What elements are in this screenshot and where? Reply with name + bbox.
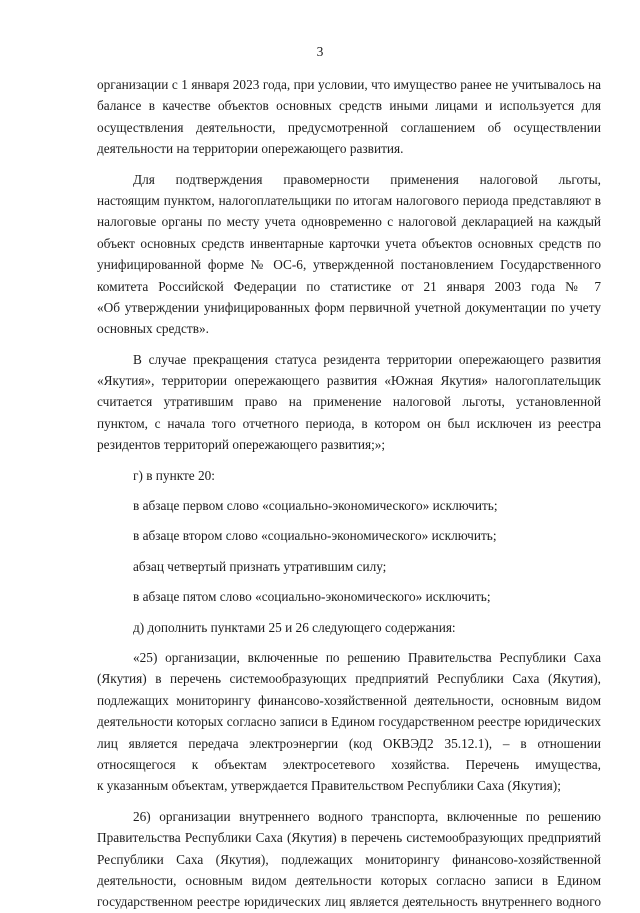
text-line: лиц является передача электроэнергии (код ОКВЭД2 35.12.1), – в отношении [97, 735, 601, 751]
text-line: «Об утверждении унифицированных форм первичной учетной документации по учету [97, 299, 601, 315]
text-line: относящегося к объектам электросетевого хозяйства. Перечень имущества, [97, 756, 601, 772]
paragraph-gap [97, 516, 601, 525]
paragraph-gap [97, 797, 601, 806]
text-line: Республики Саха (Якутия), подлежащих мониторингу финансово-хозяйственной [97, 851, 601, 867]
text-line: подлежащих мониторингу финансово-хозяйственной деятельности, основным видом [97, 692, 601, 708]
text-line: балансе в качестве объектов основных средств иными лицами и используется для [97, 98, 601, 114]
paragraph-gap [97, 456, 601, 465]
text-line: резидентов территорий опережающего развития;»; [97, 437, 386, 453]
text-line: к указанным объектам, утверждается Правительством Республики Саха (Якутия); [97, 778, 561, 794]
paragraph [97, 349, 601, 456]
text-line: г) в пункте 20: [133, 467, 216, 483]
paragraph [97, 586, 601, 607]
text-line: Для подтверждения правомерности применения налоговой льготы, [133, 171, 601, 187]
text-line: «Якутия», территории опережающего развития «Южная Якутия» налогоплательщик [97, 373, 601, 389]
paragraph-gap [97, 638, 601, 647]
text-line: объект основных средств инвентарные карточки учета объектов основных средств по [97, 235, 601, 251]
paragraph [97, 495, 601, 516]
text-line: «25) организации, включенные по решению Правительства Республики Саха [133, 649, 601, 665]
text-line: 26) организации внутреннего водного транспорта, включенные по решению [133, 808, 601, 824]
text-line: осуществления деятельности, предусмотренной соглашением об осуществлении [97, 119, 601, 135]
text-line: Правительства Республики Саха (Якутия) в перечень системообразующих предприятий [97, 830, 601, 846]
text-line: организации с 1 января 2023 года, при условии, что имущество ранее не учитывалось на [97, 77, 601, 92]
text-line: государственном реестре юридических лиц является деятельность внутреннего водного [97, 894, 601, 910]
text-line: деятельности которых согласно записи в Едином государственном реестре юридических [97, 714, 601, 730]
text-line: комитета Российской Федерации по статистике от 21 января 2003 года № 7 [97, 278, 601, 294]
paragraph-gap [97, 608, 601, 617]
paragraph [97, 465, 601, 486]
text-line: в абзаце первом слово «социально-экономического» исключить; [133, 498, 498, 514]
text-line: В случае прекращения статуса резидента территории опережающего развития [133, 351, 601, 367]
text-line: в абзаце пятом слово «социально-экономического» исключить; [133, 589, 491, 605]
paragraph-gap [97, 486, 601, 495]
text-line: унифицированной форме № ОС-6, утвержденной постановлением Государственного [97, 257, 601, 273]
document-body [97, 74, 601, 913]
text-line: (Якутия) в перечень системообразующих предприятий Республики Саха (Якутия), [97, 671, 601, 687]
paragraph [97, 74, 601, 160]
text-line: настоящим пунктом, налогоплательщики по итогам налогового периода представляют в [97, 192, 601, 208]
paragraph-gap [97, 547, 601, 556]
paragraph [97, 617, 601, 638]
paragraph-gap [97, 160, 601, 169]
text-line: в абзаце втором слово «социально-экономического» исключить; [133, 528, 497, 544]
text-line: считается утратившим право на применение налоговой льготы, установленной [97, 394, 601, 410]
text-line: деятельности на территории опережающего развития. [97, 141, 404, 157]
paragraph-gap [97, 340, 601, 349]
paragraph [97, 525, 601, 546]
text-line: д) дополнить пунктами 25 и 26 следующего содержания: [133, 619, 456, 635]
text-line: пунктом, с начала того отчетного периода, в котором он был исключен из реестра [97, 415, 601, 431]
text-line: основных средств». [97, 321, 209, 337]
paragraph [97, 556, 601, 577]
text-line: абзац четвертый признать утратившим силу; [133, 558, 387, 574]
paragraph [97, 647, 601, 797]
text-line: деятельности, основным видом деятельности которых согласно записи в Едином [97, 872, 601, 888]
text-line: налоговые органы по месту учета одновременно с налоговой декларацией на каждый [97, 214, 601, 230]
paragraph [97, 169, 601, 340]
paragraph [97, 806, 601, 913]
page-number: 3 [316, 44, 324, 59]
paragraph-gap [97, 577, 601, 586]
